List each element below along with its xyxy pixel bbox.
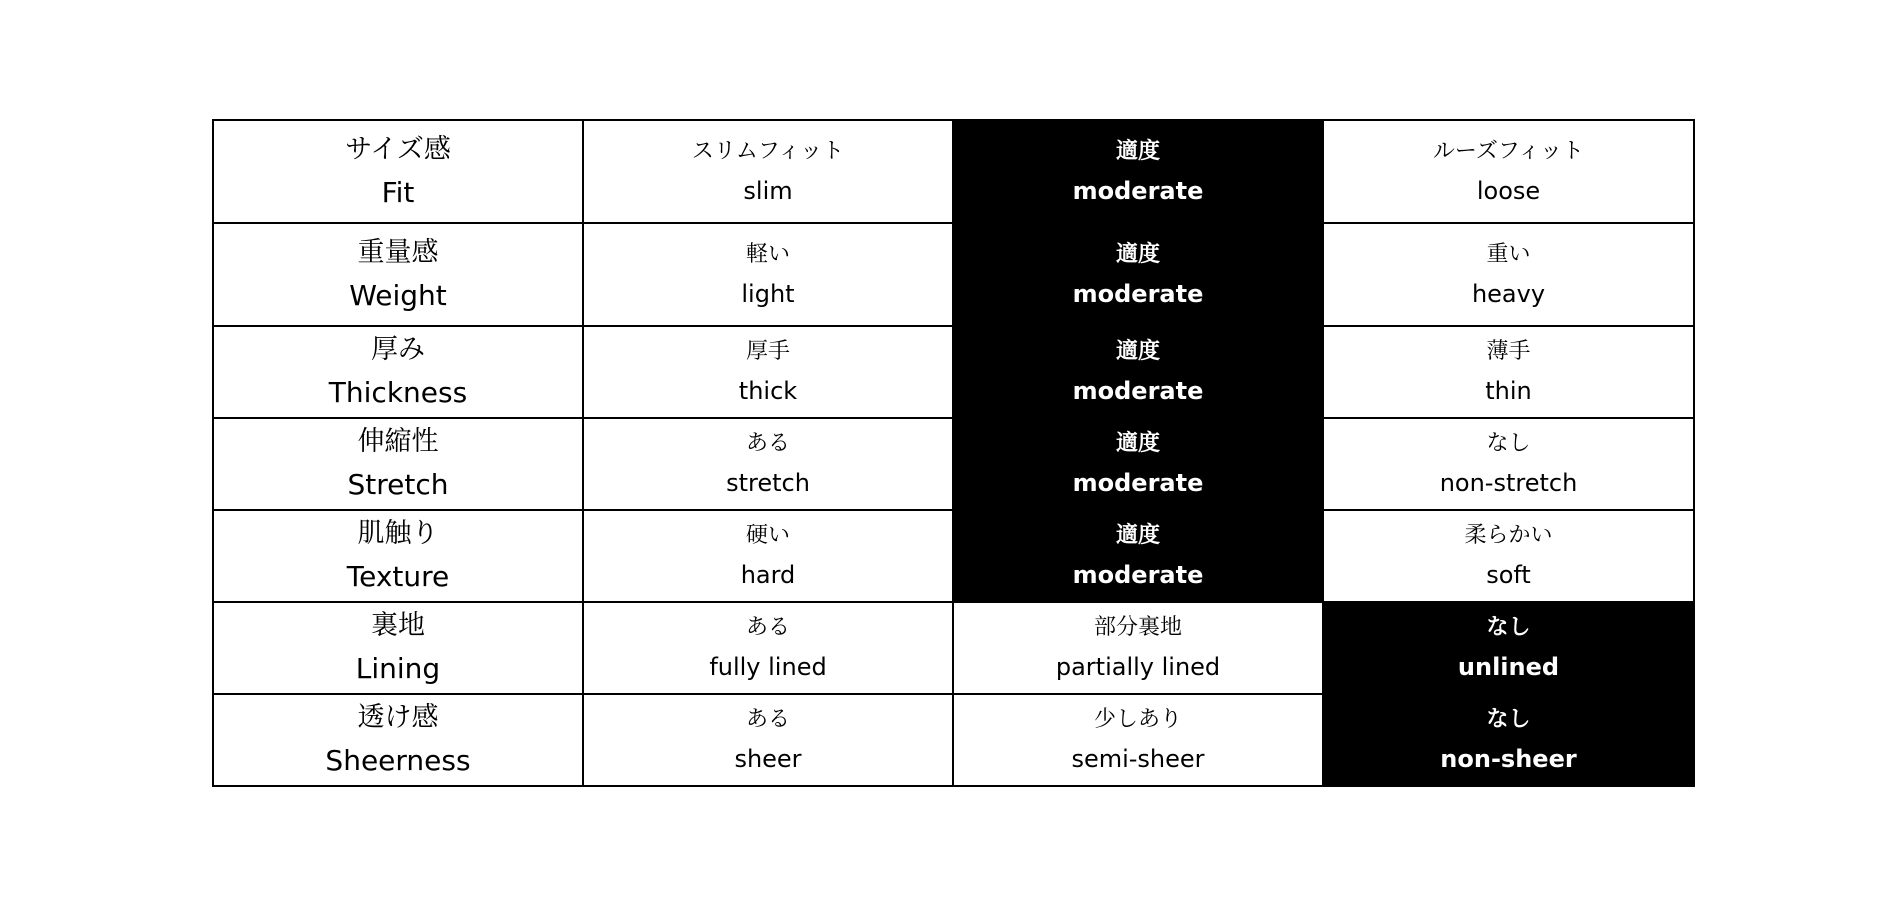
option-cell [583, 326, 953, 418]
attribute-cell [213, 510, 583, 602]
option-label-en: semi-sheer [1071, 745, 1205, 773]
option-cell-selected [953, 510, 1323, 602]
table-row-weight [213, 223, 1694, 326]
option-cell [1323, 418, 1694, 510]
option-label-en: moderate [1072, 176, 1204, 205]
attribute-cell [213, 694, 583, 786]
product-attributes-table [212, 119, 1695, 787]
attribute-label-en: Texture [346, 560, 450, 593]
option-cell [953, 602, 1323, 694]
option-label-jp: 少しあり [1093, 707, 1182, 732]
table-row-texture [213, 510, 1694, 602]
attribute-label-en: Lining [355, 652, 441, 685]
option-label-jp: 適度 [1115, 339, 1160, 364]
attribute-label-en: Sheerness [325, 744, 471, 777]
attribute-cell [213, 602, 583, 694]
option-label-jp: 適度 [1115, 138, 1160, 164]
option-label-en: light [741, 279, 795, 308]
option-label-jp: 薄手 [1486, 339, 1531, 364]
option-cell [583, 694, 953, 786]
option-label-jp: 硬い [745, 523, 790, 548]
option-label-en: slim [743, 176, 793, 205]
attribute-label-jp: 重量感 [357, 236, 439, 268]
option-label-jp: 厚手 [745, 339, 790, 364]
option-label-jp: 柔らかい [1464, 523, 1553, 548]
attribute-label-en: Stretch [347, 468, 449, 501]
option-cell [583, 510, 953, 602]
option-label-jp: 重い [1486, 241, 1531, 267]
option-label-jp: 軽い [745, 241, 790, 267]
option-label-en: non-sheer [1440, 745, 1577, 773]
table-row-thickness [213, 326, 1694, 418]
attribute-cell [213, 223, 583, 326]
option-cell [583, 120, 953, 223]
attribute-label-jp: 裏地 [371, 610, 425, 641]
option-label-en: hard [740, 561, 796, 589]
table-row-sheerness [213, 694, 1694, 786]
attribute-label-jp: サイズ感 [345, 133, 451, 165]
option-cell [1323, 326, 1694, 418]
option-cell-selected [953, 223, 1323, 326]
option-cell-selected [1323, 602, 1694, 694]
option-label-en: thick [738, 377, 798, 405]
option-cell [953, 694, 1323, 786]
attribute-label-jp: 透け感 [357, 702, 439, 733]
option-label-en: stretch [726, 469, 810, 497]
option-cell [1323, 120, 1694, 223]
attribute-cell [213, 418, 583, 510]
option-label-en: non-stretch [1439, 469, 1578, 497]
option-cell [583, 418, 953, 510]
option-cell-selected [953, 120, 1323, 223]
option-cell-selected [1323, 694, 1694, 786]
option-label-en: soft [1486, 561, 1531, 589]
option-label-jp: 適度 [1115, 431, 1160, 456]
option-label-en: heavy [1471, 279, 1546, 308]
option-label-jp: ある [745, 615, 790, 640]
attribute-label-en: Weight [349, 278, 447, 312]
table-row-lining [213, 602, 1694, 694]
option-label-en: unlined [1457, 653, 1560, 681]
option-label-en: thin [1485, 377, 1532, 405]
option-cell [1323, 510, 1694, 602]
option-label-en: loose [1476, 176, 1541, 205]
option-label-en: moderate [1072, 561, 1204, 589]
attribute-cell [213, 326, 583, 418]
option-label-jp: ある [745, 431, 790, 456]
option-cell-selected [953, 418, 1323, 510]
option-label-jp: 適度 [1115, 523, 1160, 548]
option-label-jp: なし [1486, 707, 1531, 732]
option-cell [1323, 223, 1694, 326]
attribute-cell [213, 120, 583, 223]
option-label-en: moderate [1072, 469, 1204, 497]
option-label-jp: 部分裏地 [1093, 615, 1182, 640]
option-cell-selected [953, 326, 1323, 418]
attribute-label-en: Fit [381, 175, 415, 209]
table-row-fit [213, 120, 1694, 223]
option-label-en: fully lined [709, 653, 827, 681]
attribute-label-jp: 厚み [371, 334, 425, 365]
table-row-stretch [213, 418, 1694, 510]
attribute-label-en: Thickness [328, 376, 468, 409]
attribute-label-jp: 伸縮性 [357, 426, 439, 457]
option-label-en: sheer [734, 745, 802, 773]
option-cell [583, 602, 953, 694]
table-body [213, 120, 1694, 786]
attribute-label-jp: 肌触り [357, 518, 439, 549]
option-label-jp: ある [745, 707, 790, 732]
option-label-jp: 適度 [1115, 241, 1160, 267]
option-label-jp: なし [1486, 615, 1531, 640]
option-label-jp: スリムフィット [691, 138, 845, 164]
option-label-en: partially lined [1055, 653, 1221, 681]
option-label-en: moderate [1072, 279, 1204, 308]
option-label-en: moderate [1072, 377, 1204, 405]
option-label-jp: ルーズフィット [1432, 138, 1585, 164]
option-cell [583, 223, 953, 326]
option-label-jp: なし [1486, 431, 1531, 456]
